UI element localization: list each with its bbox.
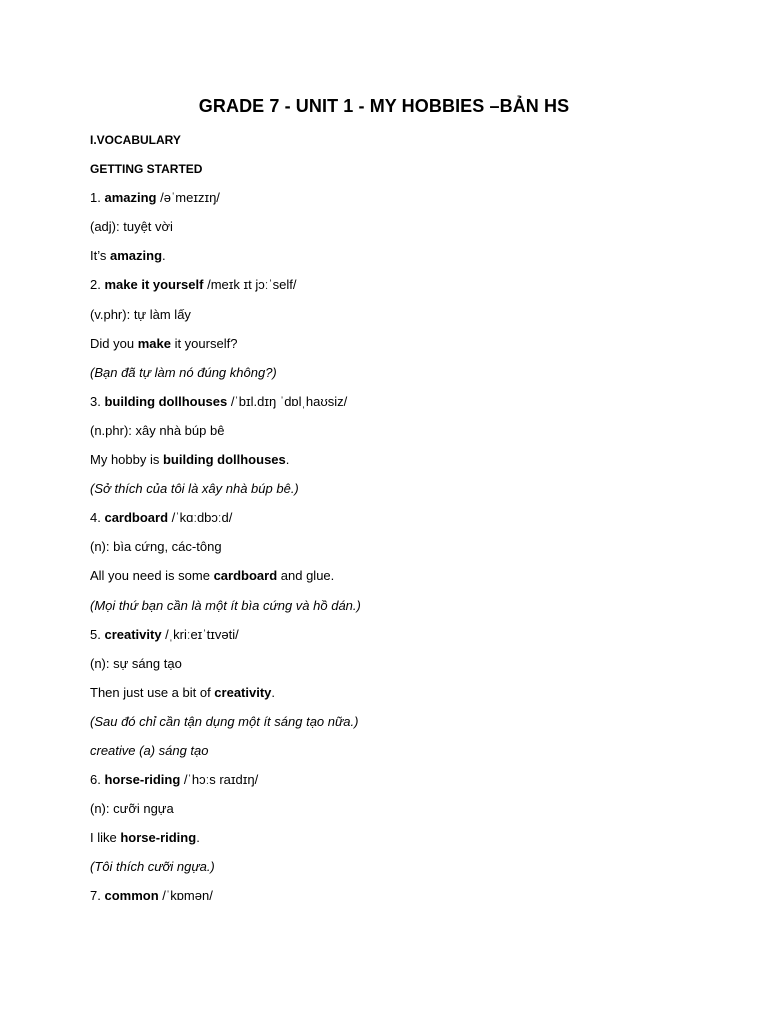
example-text: Then just use a bit of (90, 684, 215, 700)
vocab-term-line (90, 508, 710, 537)
vocab-number: 3. (90, 393, 105, 409)
example-keyword: make (137, 335, 171, 351)
vocab-word: building dollhouses (104, 393, 228, 409)
vocab-word: amazing (104, 190, 157, 206)
example-keyword: creativity (214, 684, 272, 700)
vocab-example (90, 828, 710, 857)
vocab-translation: (Mọi thứ bạn cần là một ít bìa cứng và hồ dán.) (90, 597, 361, 613)
vocab-number: 4. (90, 510, 105, 526)
example-keyword: horse-riding (120, 830, 197, 846)
vocab-number: 5. (90, 626, 105, 642)
vocab-ipa: /ˌkriːeɪˈtɪvəti/ (161, 626, 239, 642)
vocab-word: horse-riding (104, 772, 181, 788)
vocab-ipa: /əˈmeɪzɪŋ/ (156, 190, 220, 206)
example-text: It’s (90, 248, 110, 264)
vocab-meaning: (n): sự sáng tạo (90, 655, 182, 671)
vocab-term-line (90, 392, 710, 421)
vocab-term-line (90, 625, 710, 654)
vocab-example (90, 246, 710, 275)
vocab-translation: (Sau đó chỉ cần tận dụng một ít sáng tạo nữa.) (90, 713, 359, 729)
vocab-word: creativity (104, 626, 162, 642)
vocab-example (90, 450, 710, 479)
vocab-translation: (Tôi thích cưỡi ngựa.) (90, 859, 215, 875)
example-text: All you need is some (90, 568, 214, 584)
vocab-translation: (Sở thích của tôi là xây nhà búp bê.) (90, 481, 299, 497)
example-text: . (285, 452, 290, 468)
document-title: GRADE 7 - UNIT 1 - MY HOBBIES –BẢN HS (198, 96, 570, 116)
vocab-ipa: /meɪk ɪt jɔːˈself/ (203, 277, 297, 293)
vocab-ipa: /ˈkɒmən/ (158, 888, 213, 904)
example-text: My hobby is (90, 452, 163, 468)
vocab-ipa: /ˈkɑːdbɔːd/ (168, 510, 233, 526)
vocab-number: 1. (90, 190, 105, 206)
vocab-example (90, 334, 710, 363)
example-text: and glue. (277, 568, 335, 584)
vocab-example (90, 683, 710, 712)
vocab-number: 7. (90, 888, 105, 904)
vocab-meaning: (v.phr): tự làm lấy (90, 306, 191, 322)
vocab-meaning: (n): cưỡi ngựa (90, 801, 174, 817)
vocab-word: common (104, 888, 159, 904)
vocab-meaning: (n.phr): xây nhà búp bê (90, 422, 225, 438)
example-keyword: building dollhouses (162, 452, 286, 468)
vocab-term-line (90, 770, 710, 799)
vocab-meaning: (n): bìa cứng, các-tông (90, 539, 222, 555)
subsection-heading: GETTING STARTED (90, 162, 203, 177)
vocab-ipa: /ˈbɪl.dɪŋ ˈdɒlˌhaʊsiz/ (227, 393, 348, 409)
vocab-word: cardboard (104, 510, 169, 526)
example-keyword: cardboard (213, 568, 278, 584)
vocab-number: 6. (90, 772, 105, 788)
example-text: I like (90, 830, 121, 846)
vocab-term-line (90, 886, 710, 915)
example-keyword: amazing (110, 248, 163, 264)
vocab-meaning: (adj): tuyệt vời (90, 219, 173, 235)
example-text: it yourself? (170, 335, 238, 351)
vocab-word: make it yourself (104, 277, 204, 293)
example-text: . (271, 684, 276, 700)
vocab-number: 2. (90, 277, 105, 293)
section-heading: I.VOCABULARY (90, 133, 181, 147)
vocab-ipa: /ˈhɔːs raɪdɪŋ/ (180, 772, 259, 788)
example-text: Did you (90, 335, 138, 351)
vocab-related-word: creative (a) sáng tạo (90, 742, 209, 758)
example-text: . (196, 830, 200, 846)
vocab-example (90, 566, 710, 595)
vocab-term-line (90, 275, 710, 304)
example-text: . (162, 248, 166, 264)
document-body (90, 130, 710, 916)
vocab-term-line (90, 188, 710, 217)
vocab-translation: (Bạn đã tự làm nó đúng không?) (90, 364, 277, 380)
